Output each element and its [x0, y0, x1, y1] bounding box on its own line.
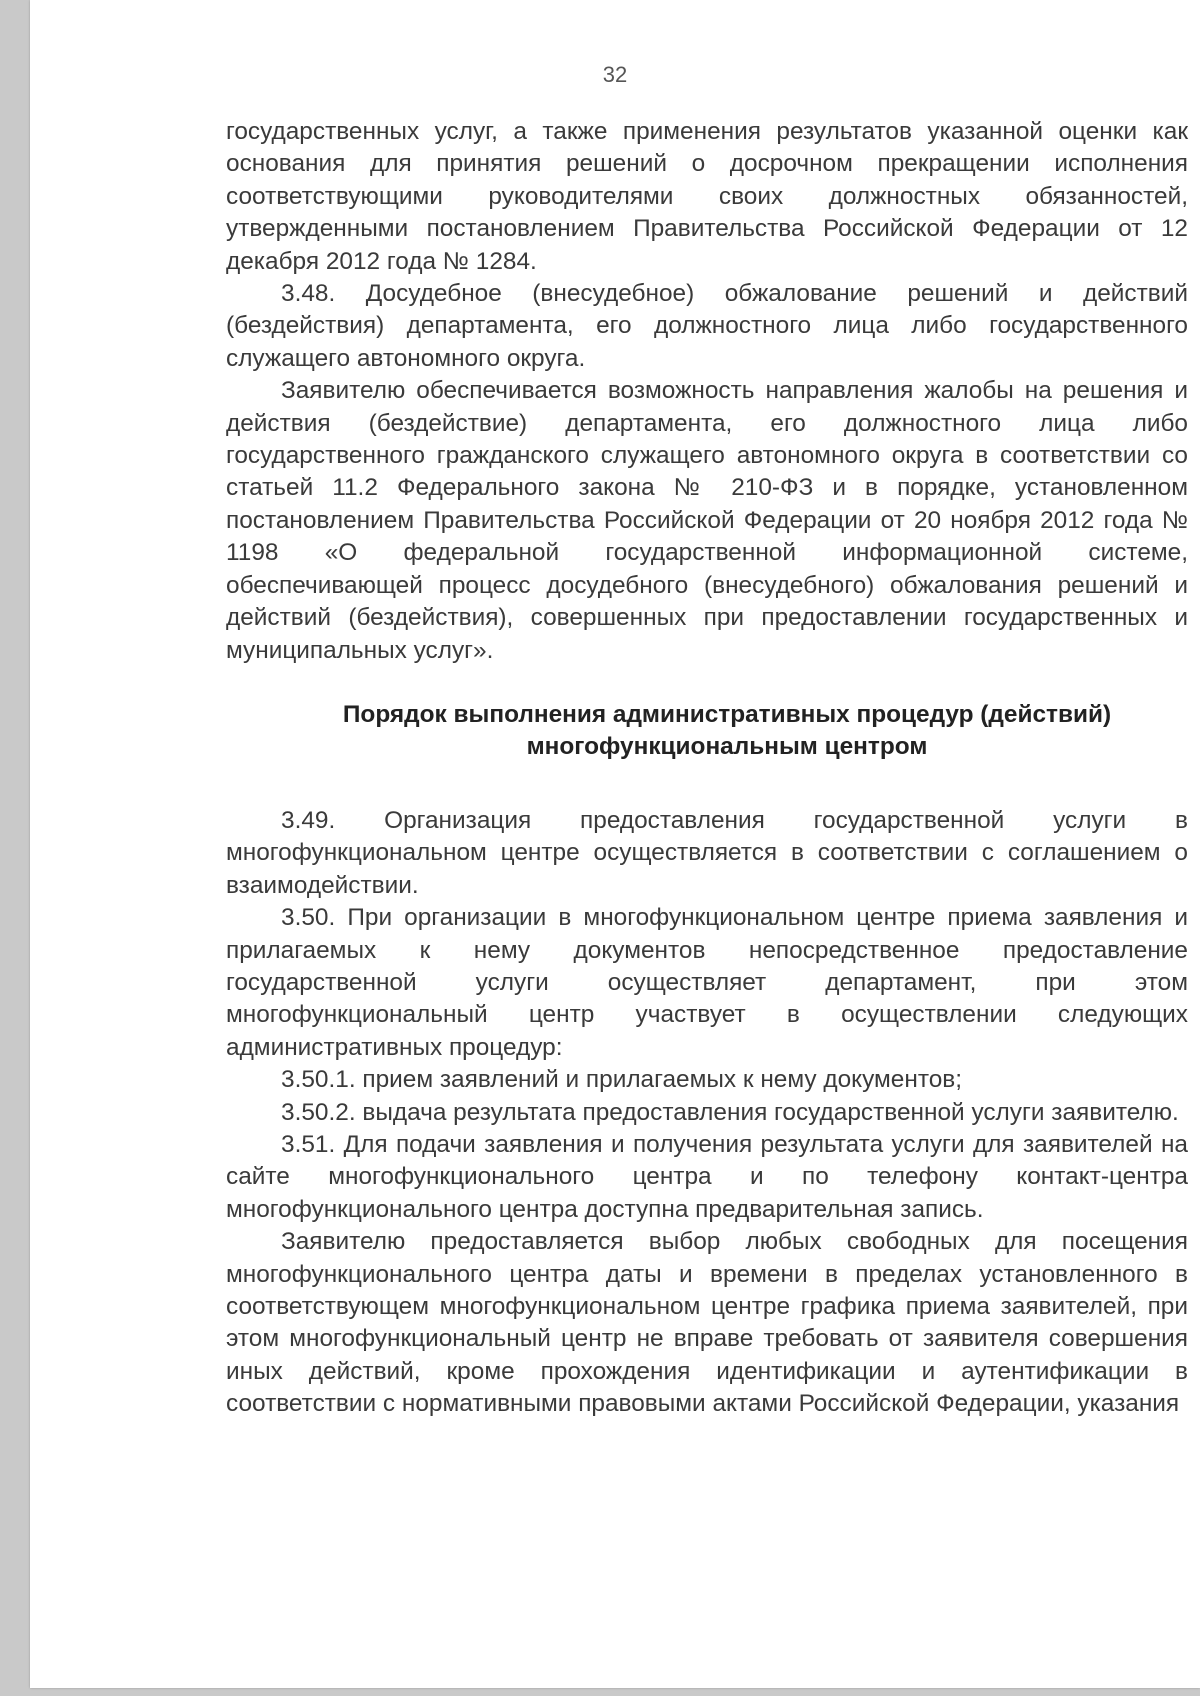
paragraph: 3.51. Для подачи заявления и получения результата услуги для заявителей на сайте многофункционального центра и по телефону контакт-центра многофункционального центра доступна предварительная запись. — [226, 1130, 1188, 1223]
paragraph: Заявителю предоставляется выбор любых свободных для посещения многофункционального центра даты и времени в пределах установленного в соответствующем многофункциональном центре графика приема заявителей, при этом многофункциональный центр не вправе требовать от заявителя совершения иных действий, кроме прохождения идентификации и аутентификации в соответствии с нормативными правовыми актами Российской Федерации, указания — [226, 1228, 1188, 1418]
section-heading — [226, 699, 1188, 763]
page-number: 32 — [602, 62, 628, 87]
section-heading-line: Порядок выполнения административных процедур (действий) — [342, 700, 1112, 728]
paragraph: 3.50. При организации в многофункциональном центре приема заявления и прилагаемых к нему документов непосредственное предоставление государственной услуги осуществляет департамент, при этом многофункциональный центр участвует в осуществлении следующих административных процедур: — [226, 904, 1188, 1061]
paragraph: государственных услуг, а также применения результатов указанной оценки как основания для принятия решений о досрочном прекращении исполнения соответствующими руководителями своих должностных обязанностей, утвержденными постановлением Правительства Российской Федерации от 12 декабря 2012 года № 1284. — [226, 118, 1188, 275]
document-page — [30, 0, 1200, 1688]
paragraph: 3.49. Организация предоставления государственной услуги в многофункциональном центре осуществляется в соответствии с соглашением о взаимодействии. — [226, 806, 1188, 899]
paragraph: Заявителю обеспечивается возможность направления жалобы на решения и действия (бездействие) департамента, его должностного лица либо государственного гражданского служащего автономного округа в соответствии со статьей 11.2 Федерального закона № 210-ФЗ и в порядке, установленном постановлением Правительства Российской Федерации от 20 ноября 2012 года № 1198 «О федеральной государственной информационной системе, обеспечивающей процесс досудебного (внесудебного) обжалования решений и действий (бездействия), совершенных при предоставлении государственных и муниципальных услуг». — [226, 377, 1188, 664]
paragraph: 3.50.2. выдача результата предоставления государственной услуги заявителю. — [281, 1098, 1179, 1126]
paragraph: 3.48. Досудебное (внесудебное) обжалование решений и действий (бездействия) департамента, его должностного лица либо государственного служащего автономного округа. — [226, 280, 1188, 372]
paragraph: 3.50.1. прием заявлений и прилагаемых к нему документов; — [281, 1066, 963, 1094]
section-heading-line: многофункциональным центром — [526, 732, 928, 760]
page-content — [226, 116, 1188, 1421]
